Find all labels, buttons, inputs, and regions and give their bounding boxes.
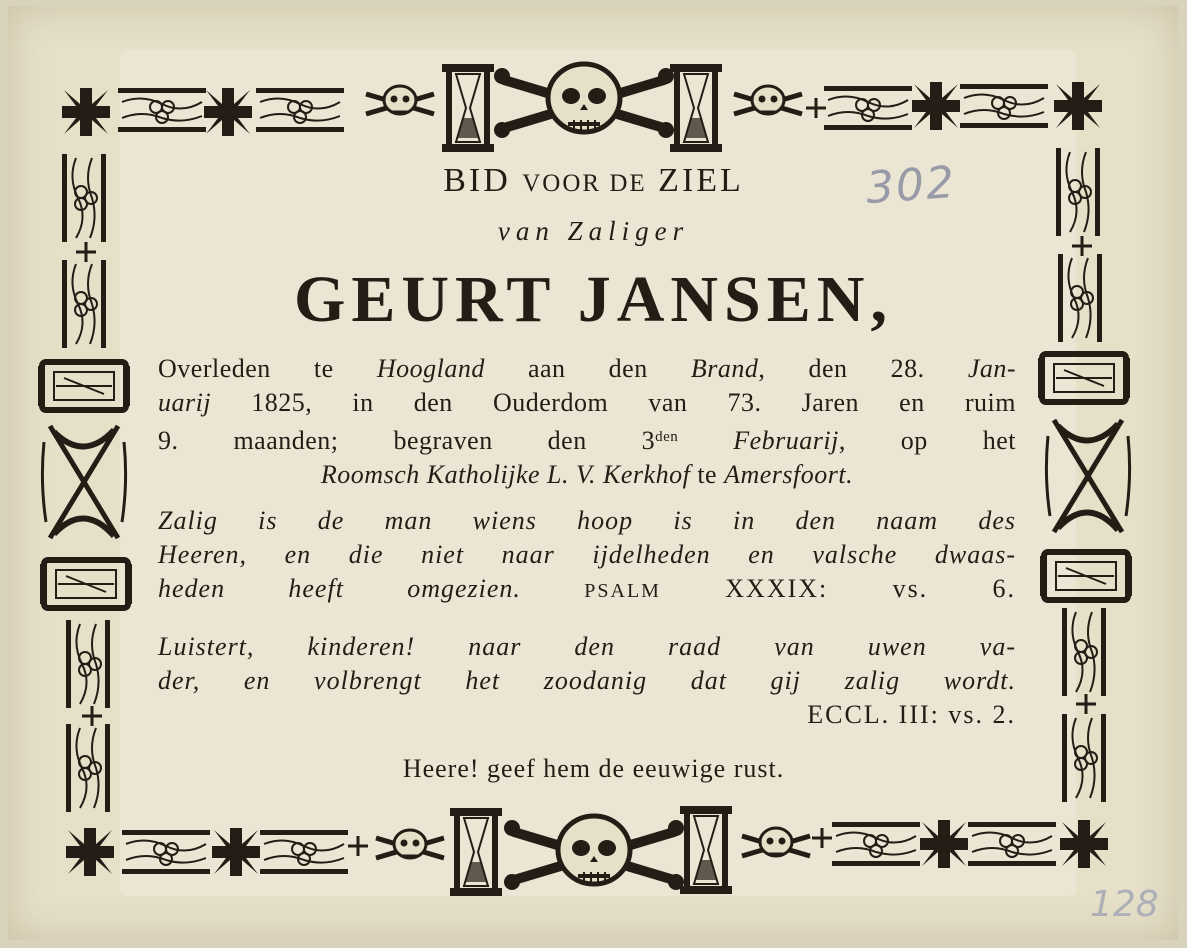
place-name: Hoogland xyxy=(376,354,485,383)
floral-bar-icon xyxy=(260,830,348,874)
verse-reference xyxy=(158,698,1016,732)
obituary-text xyxy=(158,352,1016,492)
burial-day xyxy=(642,426,679,455)
small-cross-icon xyxy=(348,836,368,856)
obituary-line xyxy=(158,458,1016,492)
small-cross-icon xyxy=(806,98,826,118)
verse-line: Luistert, kinderen! naar den raad van uwen va- xyxy=(158,632,1016,661)
skull-and-crossbones-icon xyxy=(504,816,684,890)
heading-word-voor-de: VOOR DE xyxy=(522,170,647,197)
coffin-icon xyxy=(40,560,132,608)
text-span: 1825, in den Ouderdom van 73. Jaren en ruim xyxy=(251,388,1016,417)
cross-pattee-icon xyxy=(66,828,114,876)
hourglass-icon xyxy=(670,64,722,152)
cross-pattee-icon xyxy=(204,88,252,136)
cross-pattee-icon xyxy=(62,88,110,136)
psalm-verse xyxy=(158,504,1016,608)
text-span: aan den xyxy=(527,354,648,383)
heading-word-ziel: ZIEL xyxy=(658,162,744,199)
text-span: 9. maanden; begraven den xyxy=(158,426,587,455)
death-month-cont: uarij xyxy=(158,388,212,417)
ecclesiastes-verse xyxy=(158,630,1016,732)
heading-word-bid: BID xyxy=(443,162,511,199)
closing-prayer: Heere! geef hem de eeuwige rust. xyxy=(402,754,785,783)
text-span: , op het xyxy=(838,426,1016,455)
scythe-icon xyxy=(1046,420,1129,532)
obituary-line xyxy=(158,352,1016,386)
text-span: ECCL. xyxy=(807,700,891,729)
pencil-note-bottom: 128 xyxy=(1090,884,1159,925)
verse-line: Zalig is de man wiens hoop is in den naam des xyxy=(158,506,1016,535)
city-name: Amersfoort. xyxy=(724,460,854,489)
text-span: heden heeft omgezien. xyxy=(158,574,521,603)
floral-bar-icon xyxy=(122,830,210,874)
floral-bar-icon xyxy=(960,84,1048,128)
verse-line xyxy=(158,572,1016,608)
skull-icon xyxy=(742,828,810,856)
top-border xyxy=(62,64,1102,152)
skull-icon xyxy=(376,830,444,858)
floral-bar-icon xyxy=(118,88,206,132)
coffin-icon xyxy=(1040,552,1132,600)
verse-line: der, en volbrengt het zoodanig dat gij zalig wordt. xyxy=(158,666,1016,695)
cross-pattee-icon xyxy=(1060,820,1108,868)
cemetery-name: Roomsch Katholijke L. V. Kerkhof xyxy=(320,460,691,489)
coffin-icon xyxy=(38,362,130,410)
small-cross-icon xyxy=(1076,694,1096,714)
coffin-icon xyxy=(1038,354,1130,402)
obituary-line xyxy=(158,420,1016,458)
cause-of-death: Brand xyxy=(690,354,759,383)
floral-bar-icon xyxy=(968,822,1056,866)
hourglass-icon xyxy=(450,808,502,896)
deceased-name: GEURT JANSEN, xyxy=(294,263,893,336)
obituary-line xyxy=(158,386,1016,420)
text-span: 3 xyxy=(641,426,656,455)
cross-pattee-icon xyxy=(212,828,260,876)
skull-and-crossbones-icon xyxy=(494,64,674,138)
text-span: te xyxy=(697,460,718,489)
text-span: Overleden te xyxy=(158,354,334,383)
cross-pattee-icon xyxy=(920,820,968,868)
floral-bar-icon xyxy=(832,822,920,866)
scythe-icon xyxy=(42,426,125,538)
text-span: PSALM xyxy=(584,580,661,602)
small-cross-icon xyxy=(82,706,102,726)
verse-line: Heeren, en die niet naar ijdelheden en valsche dwaas- xyxy=(158,540,1016,569)
floral-bar-icon xyxy=(824,86,912,130)
hourglass-icon xyxy=(680,806,732,894)
prayer-heading xyxy=(0,162,1187,200)
left-border xyxy=(38,154,132,812)
floral-bar-icon xyxy=(66,620,110,708)
bottom-border xyxy=(66,806,1108,896)
small-cross-icon xyxy=(812,828,832,848)
death-month: Jan- xyxy=(967,354,1017,383)
text-span: den xyxy=(655,429,679,445)
cross-pattee-icon xyxy=(1054,82,1102,130)
text-span: III: vs. 2. xyxy=(898,700,1016,729)
text-span: , den 28. xyxy=(758,354,925,383)
verse-reference xyxy=(584,574,1016,603)
skull-icon xyxy=(734,86,802,114)
subheading: van Zaliger xyxy=(497,216,690,246)
floral-bar-icon xyxy=(1062,608,1106,696)
hourglass-icon xyxy=(442,64,494,152)
burial-month: Februarij xyxy=(733,426,839,455)
pencil-note-top: 302 xyxy=(864,156,958,215)
skull-icon xyxy=(366,86,434,114)
cross-pattee-icon xyxy=(912,82,960,130)
floral-bar-icon xyxy=(256,88,344,132)
text-span: XXXIX: vs. 6. xyxy=(725,574,1016,603)
